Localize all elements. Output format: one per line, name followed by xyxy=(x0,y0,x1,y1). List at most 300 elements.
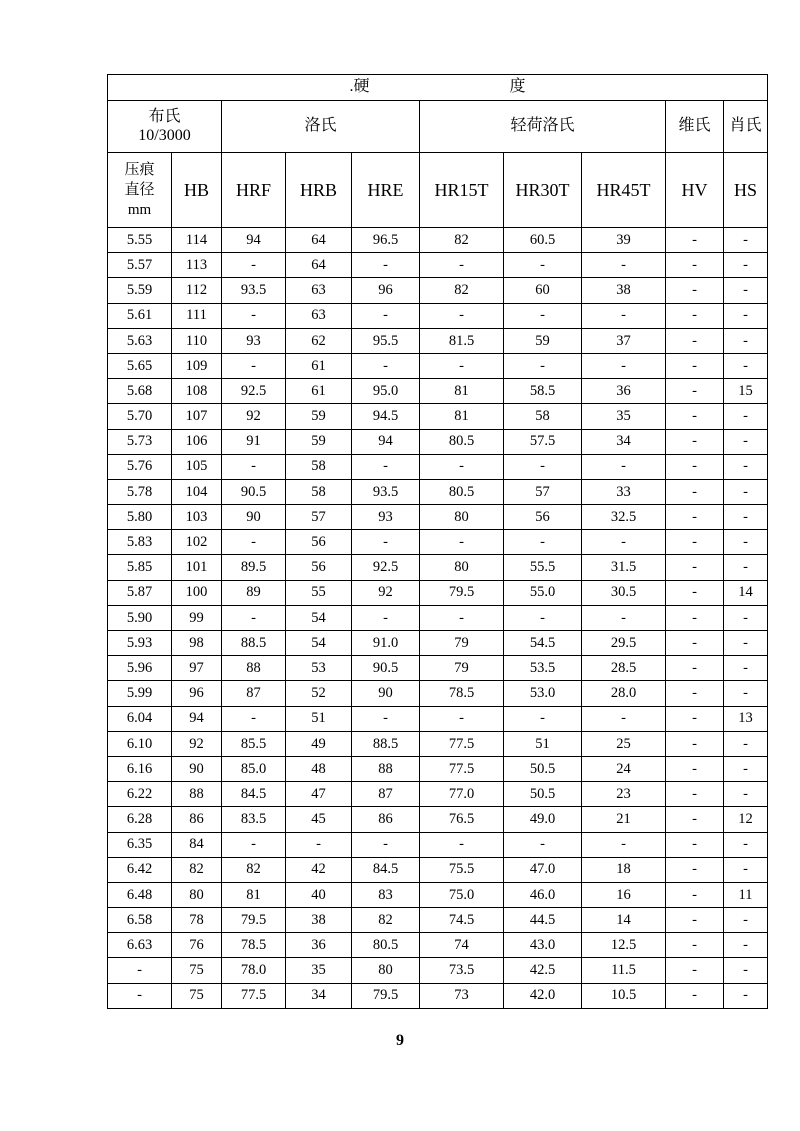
table-cell: 84.5 xyxy=(352,857,420,882)
column-header-hv: HV xyxy=(666,153,724,228)
table-cell: 96.5 xyxy=(352,228,420,253)
table-cell: 89.5 xyxy=(222,555,286,580)
table-cell: 86 xyxy=(352,807,420,832)
table-cell: - xyxy=(724,505,768,530)
table-cell: 76 xyxy=(172,933,222,958)
table-cell: 5.55 xyxy=(108,228,172,253)
table-cell: - xyxy=(666,731,724,756)
table-cell: 80 xyxy=(420,555,504,580)
table-cell: - xyxy=(504,454,582,479)
table-cell: - xyxy=(222,706,286,731)
table-row xyxy=(108,505,768,530)
table-cell: 58 xyxy=(504,404,582,429)
table-cell: 6.63 xyxy=(108,933,172,958)
table-cell: 5.80 xyxy=(108,505,172,530)
table-cell: 63 xyxy=(286,303,352,328)
table-cell: 13 xyxy=(724,706,768,731)
table-row xyxy=(108,580,768,605)
table-row xyxy=(108,379,768,404)
table-cell: 88 xyxy=(352,756,420,781)
table-cell: 111 xyxy=(172,303,222,328)
table-cell: 39 xyxy=(582,228,666,253)
table-cell: 73 xyxy=(420,983,504,1008)
table-cell: 54 xyxy=(286,605,352,630)
table-cell: 82 xyxy=(222,857,286,882)
table-cell: - xyxy=(724,605,768,630)
table-cell: 80 xyxy=(352,958,420,983)
table-cell: 64 xyxy=(286,228,352,253)
table-cell: 83.5 xyxy=(222,807,286,832)
table-cell: 79.5 xyxy=(352,983,420,1008)
column-header-diameter xyxy=(108,153,172,228)
table-cell: 5.87 xyxy=(108,580,172,605)
table-cell: 96 xyxy=(172,681,222,706)
table-cell: - xyxy=(724,832,768,857)
table-cell: 95.5 xyxy=(352,328,420,353)
table-cell: - xyxy=(724,479,768,504)
table-cell: - xyxy=(666,605,724,630)
table-cell: - xyxy=(420,706,504,731)
table-cell: 5.70 xyxy=(108,404,172,429)
table-row xyxy=(108,253,768,278)
table-cell: - xyxy=(724,454,768,479)
table-cell: 80.5 xyxy=(352,933,420,958)
table-cell: 107 xyxy=(172,404,222,429)
table-cell: - xyxy=(666,857,724,882)
column-header-hr45t: HR45T xyxy=(582,153,666,228)
table-row xyxy=(108,706,768,731)
table-body xyxy=(108,228,768,1009)
table-cell: 6.58 xyxy=(108,908,172,933)
table-cell: 23 xyxy=(582,782,666,807)
table-cell: 11 xyxy=(724,882,768,907)
table-row xyxy=(108,983,768,1008)
table-cell: - xyxy=(352,706,420,731)
table-cell: 56 xyxy=(286,530,352,555)
table-cell: 60 xyxy=(504,278,582,303)
table-cell: 88 xyxy=(222,656,286,681)
table-cell: 59 xyxy=(286,429,352,454)
table-cell: 5.57 xyxy=(108,253,172,278)
table-cell: - xyxy=(724,731,768,756)
table-cell: - xyxy=(666,379,724,404)
column-header-hb: HB xyxy=(172,153,222,228)
table-cell: 61 xyxy=(286,353,352,378)
table-cell: 38 xyxy=(286,908,352,933)
table-cell: 90.5 xyxy=(222,479,286,504)
table-cell: - xyxy=(724,278,768,303)
table-cell: 78.5 xyxy=(222,933,286,958)
table-cell: 81 xyxy=(222,882,286,907)
table-cell: - xyxy=(666,832,724,857)
table-cell: - xyxy=(286,832,352,857)
table-cell: - xyxy=(724,429,768,454)
diameter-label-line1: 压痕 xyxy=(124,161,155,178)
table-cell: 6.22 xyxy=(108,782,172,807)
table-cell: - xyxy=(504,832,582,857)
table-cell: - xyxy=(504,530,582,555)
table-cell: 14 xyxy=(582,908,666,933)
table-cell: - xyxy=(352,303,420,328)
table-cell: - xyxy=(666,933,724,958)
table-cell: 88.5 xyxy=(352,731,420,756)
table-cell: - xyxy=(666,429,724,454)
table-cell: 10.5 xyxy=(582,983,666,1008)
table-cell: - xyxy=(504,605,582,630)
table-cell: 25 xyxy=(582,731,666,756)
table-cell: 78 xyxy=(172,908,222,933)
table-cell: 34 xyxy=(286,983,352,1008)
table-cell: - xyxy=(666,303,724,328)
table-cell: 77.5 xyxy=(222,983,286,1008)
table-cell: 6.42 xyxy=(108,857,172,882)
table-cell: - xyxy=(666,505,724,530)
table-cell: 94 xyxy=(172,706,222,731)
table-cell: 35 xyxy=(582,404,666,429)
table-cell: - xyxy=(222,303,286,328)
column-header-hrb: HRB xyxy=(286,153,352,228)
table-cell: - xyxy=(420,303,504,328)
table-cell: 90 xyxy=(222,505,286,530)
table-cell: 81 xyxy=(420,404,504,429)
table-cell: - xyxy=(420,253,504,278)
table-cell: 94 xyxy=(222,228,286,253)
table-cell: 77.0 xyxy=(420,782,504,807)
table-cell: 51 xyxy=(504,731,582,756)
table-cell: 57.5 xyxy=(504,429,582,454)
table-cell: 6.48 xyxy=(108,882,172,907)
table-cell: - xyxy=(724,933,768,958)
table-row xyxy=(108,429,768,454)
brinell-group-header xyxy=(108,101,222,153)
table-cell: 5.96 xyxy=(108,656,172,681)
table-cell: 93.5 xyxy=(222,278,286,303)
table-cell: - xyxy=(504,253,582,278)
table-cell: 90 xyxy=(172,756,222,781)
table-cell: 54 xyxy=(286,631,352,656)
table-cell: 57 xyxy=(286,505,352,530)
table-cell: 92 xyxy=(222,404,286,429)
table-cell: 80 xyxy=(172,882,222,907)
table-cell: 58 xyxy=(286,454,352,479)
table-cell: 45 xyxy=(286,807,352,832)
table-cell: - xyxy=(724,857,768,882)
table-row xyxy=(108,631,768,656)
table-cell: 5.76 xyxy=(108,454,172,479)
table-row xyxy=(108,681,768,706)
table-cell: - xyxy=(666,631,724,656)
table-cell: - xyxy=(666,454,724,479)
table-cell: 93 xyxy=(352,505,420,530)
table-cell: 80 xyxy=(420,505,504,530)
table-row xyxy=(108,656,768,681)
table-cell: 95.0 xyxy=(352,379,420,404)
table-cell: 90 xyxy=(352,681,420,706)
table-cell: 48 xyxy=(286,756,352,781)
table-cell: 6.10 xyxy=(108,731,172,756)
table-cell: 75.0 xyxy=(420,882,504,907)
table-cell: 57 xyxy=(504,479,582,504)
table-cell: 47 xyxy=(286,782,352,807)
table-cell: 78.5 xyxy=(420,681,504,706)
table-cell: - xyxy=(666,656,724,681)
table-cell: 96 xyxy=(352,278,420,303)
table-cell: - xyxy=(724,303,768,328)
table-cell: 29.5 xyxy=(582,631,666,656)
table-cell: 55.5 xyxy=(504,555,582,580)
table-cell: 60.5 xyxy=(504,228,582,253)
table-cell: 91.0 xyxy=(352,631,420,656)
table-cell: - xyxy=(222,832,286,857)
table-cell: 79.5 xyxy=(420,580,504,605)
diameter-label-line2: 直径 xyxy=(124,181,155,198)
table-cell: 5.83 xyxy=(108,530,172,555)
table-cell: 5.93 xyxy=(108,631,172,656)
table-cell: 36 xyxy=(286,933,352,958)
table-cell: 81.5 xyxy=(420,328,504,353)
table-cell: 74 xyxy=(420,933,504,958)
table-cell: - xyxy=(666,580,724,605)
table-cell: 14 xyxy=(724,580,768,605)
table-row xyxy=(108,404,768,429)
table-cell: 86 xyxy=(172,807,222,832)
table-cell: 42.0 xyxy=(504,983,582,1008)
table-cell: - xyxy=(666,908,724,933)
table-cell: - xyxy=(666,958,724,983)
table-cell: - xyxy=(222,454,286,479)
table-cell: - xyxy=(222,253,286,278)
table-cell: - xyxy=(108,983,172,1008)
table-cell: 87 xyxy=(352,782,420,807)
table-cell: 30.5 xyxy=(582,580,666,605)
table-row xyxy=(108,303,768,328)
table-cell: 61 xyxy=(286,379,352,404)
table-cell: 28.5 xyxy=(582,656,666,681)
table-cell: 92.5 xyxy=(352,555,420,580)
table-cell: 50.5 xyxy=(504,782,582,807)
table-row xyxy=(108,807,768,832)
table-cell: - xyxy=(420,530,504,555)
table-cell: - xyxy=(582,706,666,731)
table-cell: 89 xyxy=(222,580,286,605)
table-cell: 79 xyxy=(420,631,504,656)
table-cell: - xyxy=(666,782,724,807)
brinell-condition: 10/3000 xyxy=(138,126,191,144)
table-row xyxy=(108,756,768,781)
table-cell: 92 xyxy=(172,731,222,756)
table-cell: - xyxy=(724,782,768,807)
table-cell: 24 xyxy=(582,756,666,781)
table-cell: - xyxy=(724,681,768,706)
table-cell: 33 xyxy=(582,479,666,504)
table-cell: 6.28 xyxy=(108,807,172,832)
table-row xyxy=(108,353,768,378)
table-cell: 113 xyxy=(172,253,222,278)
table-cell: 93 xyxy=(222,328,286,353)
table-cell: 83 xyxy=(352,882,420,907)
table-cell: - xyxy=(666,253,724,278)
table-title xyxy=(108,75,768,101)
table-cell: - xyxy=(724,328,768,353)
table-cell: - xyxy=(666,228,724,253)
table-cell: 80.5 xyxy=(420,429,504,454)
table-cell: - xyxy=(666,807,724,832)
table-cell: 53 xyxy=(286,656,352,681)
table-cell: 5.99 xyxy=(108,681,172,706)
table-cell: 94.5 xyxy=(352,404,420,429)
superficial-rockwell-group-header: 轻荷洛氏 xyxy=(420,101,666,153)
table-cell: - xyxy=(582,454,666,479)
table-cell: - xyxy=(222,530,286,555)
table-cell: 5.59 xyxy=(108,278,172,303)
table-cell: - xyxy=(724,908,768,933)
table-cell: 28.0 xyxy=(582,681,666,706)
table-cell: 51 xyxy=(286,706,352,731)
table-cell: 94 xyxy=(352,429,420,454)
table-cell: 78.0 xyxy=(222,958,286,983)
table-cell: - xyxy=(582,530,666,555)
table-cell: - xyxy=(724,530,768,555)
table-cell: 58 xyxy=(286,479,352,504)
table-cell: - xyxy=(724,983,768,1008)
table-cell: 21 xyxy=(582,807,666,832)
table-row xyxy=(108,328,768,353)
title-left: .硬 xyxy=(349,78,370,96)
table-cell: 18 xyxy=(582,857,666,882)
table-cell: - xyxy=(666,530,724,555)
table-cell: - xyxy=(724,656,768,681)
diameter-unit: mm xyxy=(127,202,152,219)
column-header-hr15t: HR15T xyxy=(420,153,504,228)
table-cell: 85.0 xyxy=(222,756,286,781)
table-cell: 5.85 xyxy=(108,555,172,580)
table-cell: - xyxy=(352,253,420,278)
table-cell: 102 xyxy=(172,530,222,555)
table-cell: 56 xyxy=(286,555,352,580)
table-cell: 47.0 xyxy=(504,857,582,882)
table-cell: 6.35 xyxy=(108,832,172,857)
table-cell: 88.5 xyxy=(222,631,286,656)
table-cell: 5.68 xyxy=(108,379,172,404)
table-cell: - xyxy=(666,479,724,504)
table-cell: - xyxy=(666,983,724,1008)
table-cell: 76.5 xyxy=(420,807,504,832)
column-header-hrf: HRF xyxy=(222,153,286,228)
table-cell: 91 xyxy=(222,429,286,454)
table-cell: 79.5 xyxy=(222,908,286,933)
table-cell: 42.5 xyxy=(504,958,582,983)
table-cell: - xyxy=(666,706,724,731)
table-cell: 63 xyxy=(286,278,352,303)
table-cell: 32.5 xyxy=(582,505,666,530)
table-cell: - xyxy=(352,530,420,555)
table-cell: 105 xyxy=(172,454,222,479)
table-cell: 108 xyxy=(172,379,222,404)
table-cell: - xyxy=(666,353,724,378)
table-cell: 79 xyxy=(420,656,504,681)
table-cell: 109 xyxy=(172,353,222,378)
table-cell: - xyxy=(504,706,582,731)
table-cell: 87 xyxy=(222,681,286,706)
table-cell: - xyxy=(352,832,420,857)
table-cell: - xyxy=(666,278,724,303)
table-cell: - xyxy=(420,605,504,630)
table-cell: 59 xyxy=(504,328,582,353)
table-row xyxy=(108,782,768,807)
table-cell: 5.78 xyxy=(108,479,172,504)
column-header-hs: HS xyxy=(724,153,768,228)
table-cell: 73.5 xyxy=(420,958,504,983)
table-row xyxy=(108,933,768,958)
table-cell: 75.5 xyxy=(420,857,504,882)
table-cell: - xyxy=(222,605,286,630)
table-cell: 74.5 xyxy=(420,908,504,933)
table-cell: - xyxy=(352,605,420,630)
table-cell: 5.90 xyxy=(108,605,172,630)
table-cell: 11.5 xyxy=(582,958,666,983)
table-cell: 97 xyxy=(172,656,222,681)
table-cell: 82 xyxy=(420,228,504,253)
table-cell: 37 xyxy=(582,328,666,353)
table-row xyxy=(108,605,768,630)
table-cell: 16 xyxy=(582,882,666,907)
table-cell: 56 xyxy=(504,505,582,530)
table-cell: - xyxy=(724,253,768,278)
table-cell: 98 xyxy=(172,631,222,656)
page-number: 9 xyxy=(396,1032,404,1049)
table-cell: 106 xyxy=(172,429,222,454)
table-cell: - xyxy=(724,228,768,253)
table-cell: 49.0 xyxy=(504,807,582,832)
table-cell: - xyxy=(724,404,768,429)
table-cell: - xyxy=(666,404,724,429)
table-cell: 31.5 xyxy=(582,555,666,580)
column-header-hre: HRE xyxy=(352,153,420,228)
table-cell: 5.73 xyxy=(108,429,172,454)
table-cell: 112 xyxy=(172,278,222,303)
table-cell: 54.5 xyxy=(504,631,582,656)
table-cell: 93.5 xyxy=(352,479,420,504)
table-cell: - xyxy=(582,605,666,630)
table-cell: - xyxy=(724,958,768,983)
table-cell: - xyxy=(222,353,286,378)
title-right: 度 xyxy=(509,78,526,96)
table-cell: 59 xyxy=(286,404,352,429)
table-row xyxy=(108,479,768,504)
table-cell: - xyxy=(108,958,172,983)
table-cell: - xyxy=(420,454,504,479)
table-cell: - xyxy=(666,756,724,781)
table-cell: 92.5 xyxy=(222,379,286,404)
table-cell: 103 xyxy=(172,505,222,530)
rockwell-group-header: 洛氏 xyxy=(222,101,420,153)
table-cell: 82 xyxy=(420,278,504,303)
table-cell: 92 xyxy=(352,580,420,605)
table-cell: 80.5 xyxy=(420,479,504,504)
table-cell: - xyxy=(666,882,724,907)
table-cell: 82 xyxy=(172,857,222,882)
table-row xyxy=(108,882,768,907)
table-cell: 62 xyxy=(286,328,352,353)
table-cell: 82 xyxy=(352,908,420,933)
table-cell: 84.5 xyxy=(222,782,286,807)
table-cell: 64 xyxy=(286,253,352,278)
table-row xyxy=(108,908,768,933)
table-cell: 49 xyxy=(286,731,352,756)
table-cell: 43.0 xyxy=(504,933,582,958)
table-cell: - xyxy=(504,303,582,328)
table-cell: 5.63 xyxy=(108,328,172,353)
